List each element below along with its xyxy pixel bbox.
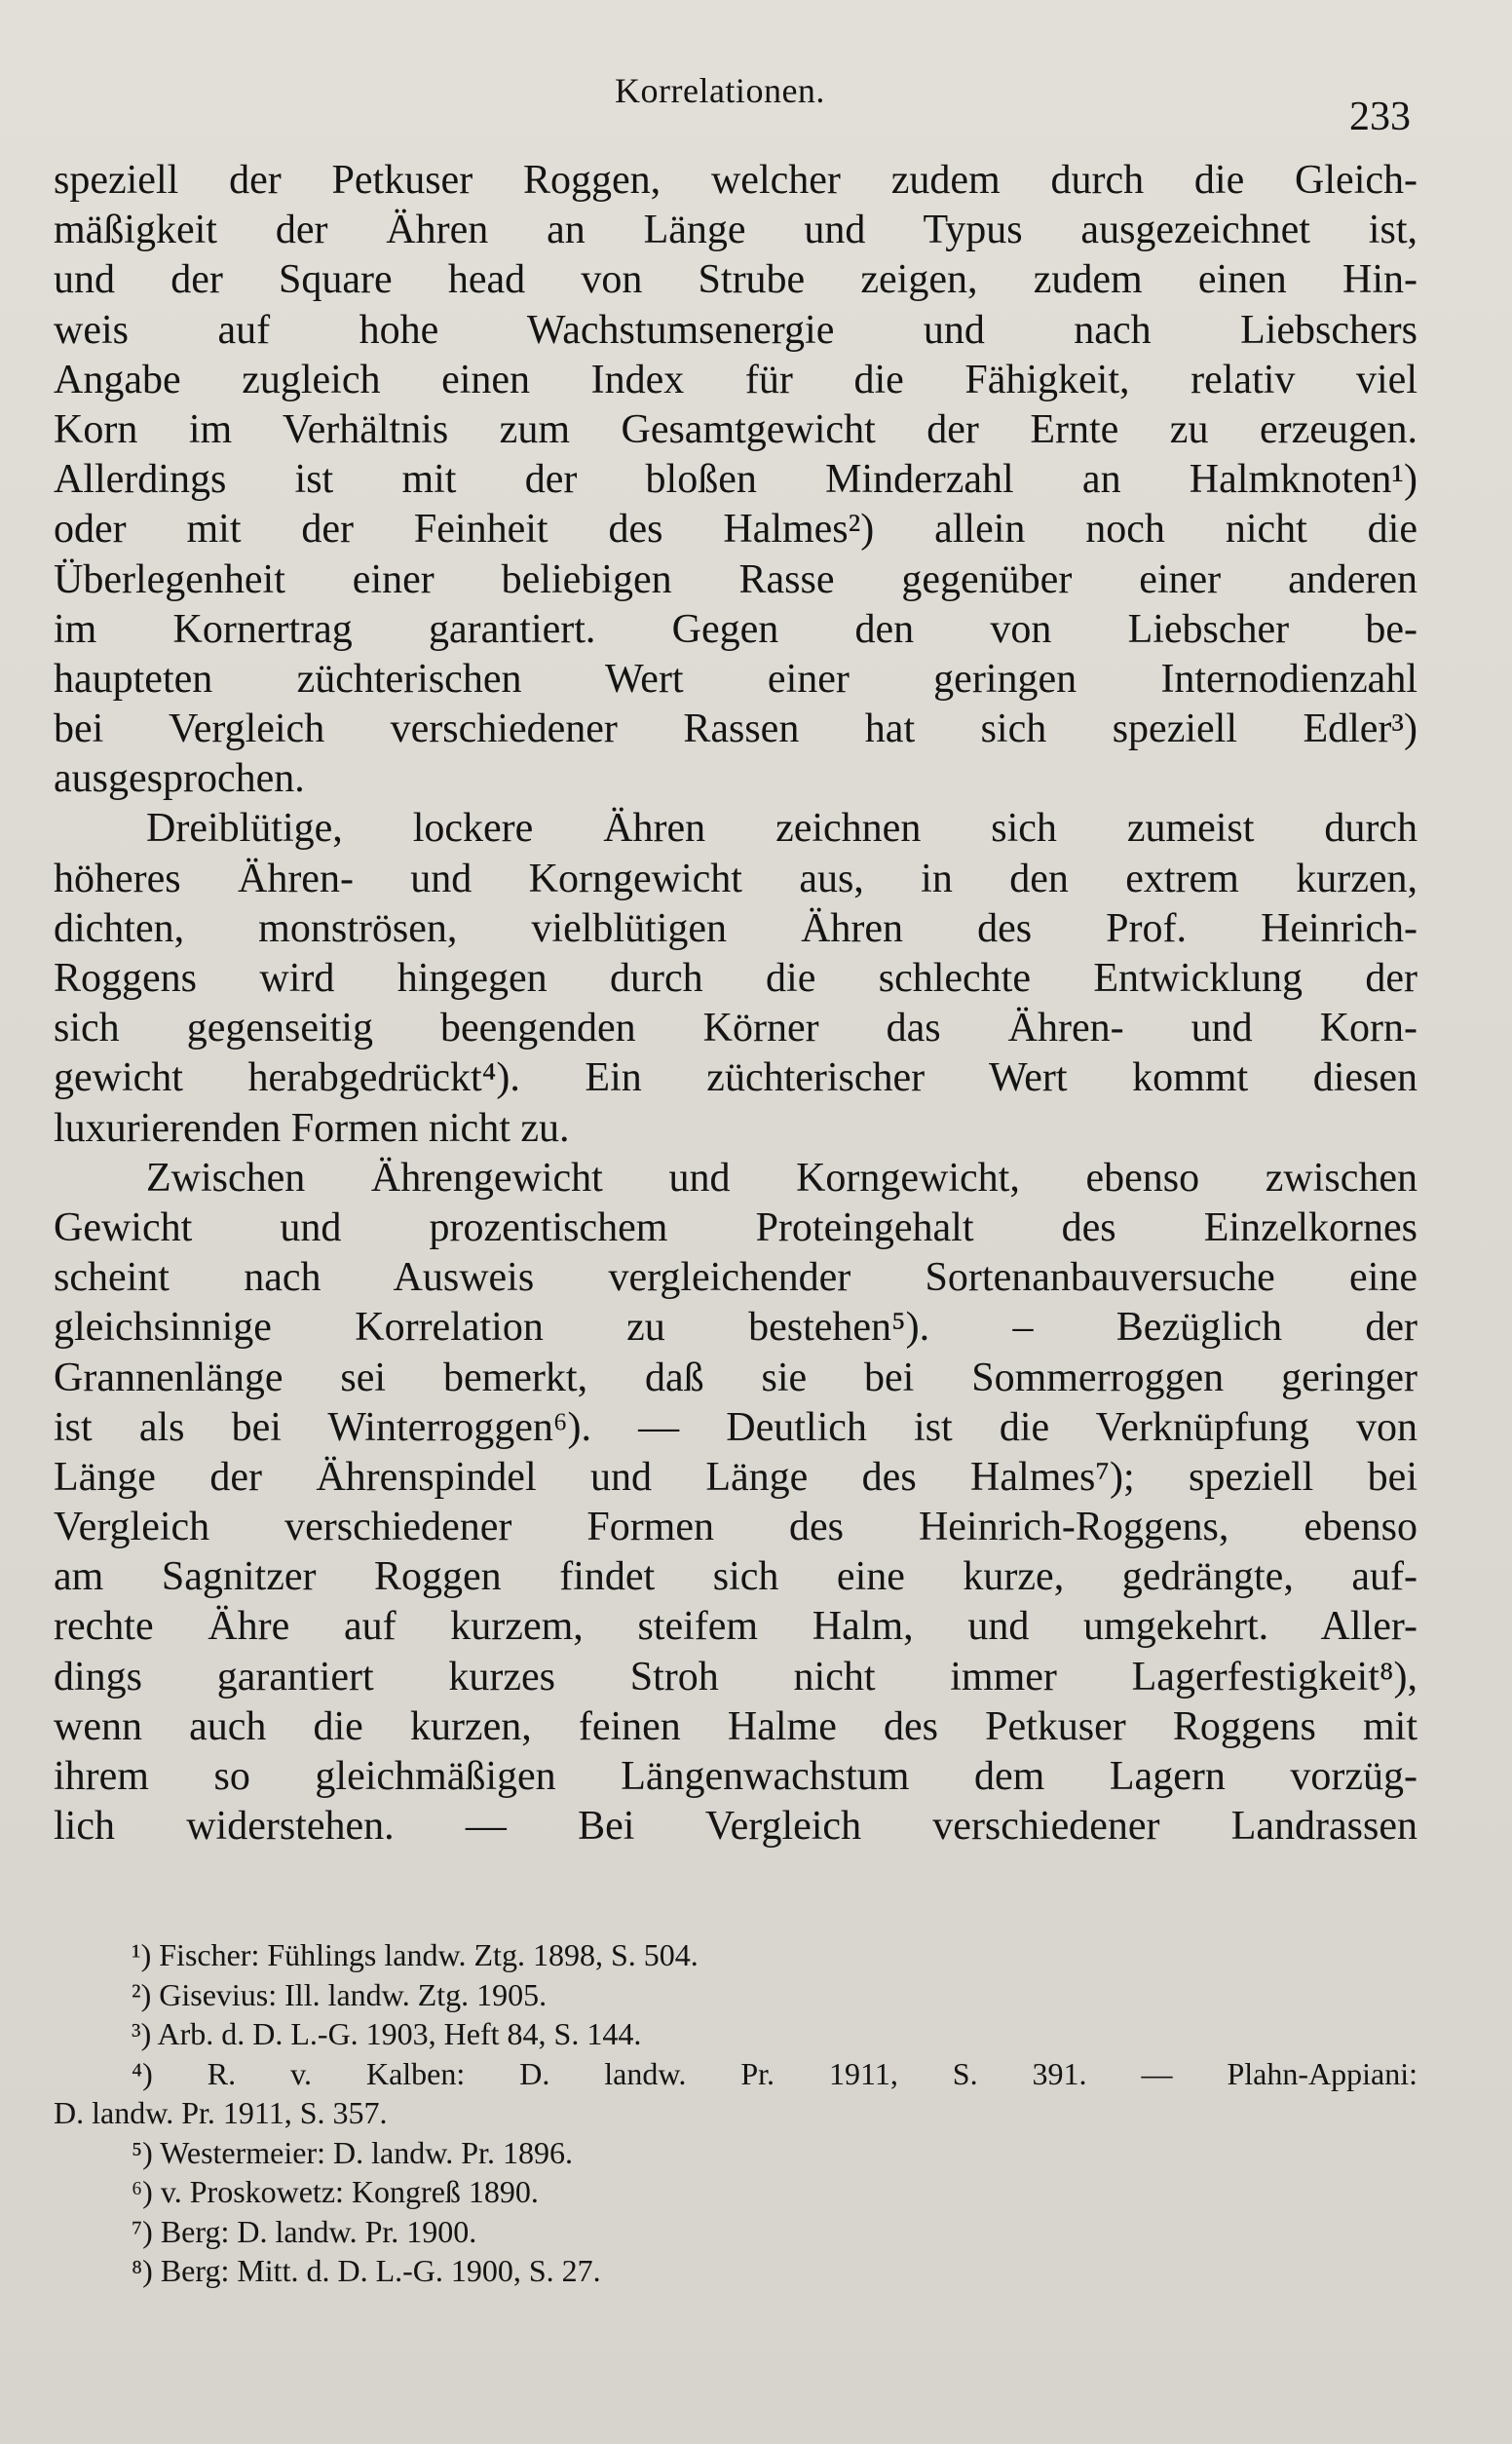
text-line: Korn im Verhältnis zum Gesamtgewicht der Ernte zu erzeugen. — [54, 406, 1418, 452]
text-line: Grannenlänge sei bemerkt, daß sie bei Sommerroggen geringer — [54, 1355, 1418, 1400]
text-line: Überlegenheit einer beliebigen Rasse gegenüber einer anderen — [54, 556, 1418, 602]
text-line: weis auf hohe Wachstumsenergie und nach Liebschers — [54, 307, 1418, 353]
footnote: ⁸) Berg: Mitt. d. D. L.-G. 1900, S. 27. — [132, 2253, 601, 2288]
footnotes — [54, 1935, 1418, 2291]
text-line: Länge der Ährenspindel und Länge des Halmes⁷); speziell bei — [54, 1454, 1418, 1500]
footnote: ⁴) R. v. Kalben: D. landw. Pr. 1911, S. 391. — Plahn-Appiani: — [132, 2055, 1418, 2091]
text-line: am Sagnitzer Roggen findet sich eine kurze, gedrängte, auf- — [54, 1554, 1418, 1600]
text-line: Allerdings ist mit der bloßen Minderzahl an Halmknoten¹) — [54, 457, 1418, 503]
text-line: dings garantiert kurzes Stroh nicht immer Lagerfestigkeit⁸), — [54, 1654, 1418, 1699]
text-line: luxurierenden Formen nicht zu. — [54, 1105, 570, 1151]
text-line: höheres Ähren- und Korngewicht aus, in den extrem kurzen, — [54, 856, 1418, 901]
text-line: mäßigkeit der Ähren an Länge und Typus ausgezeichnet ist, — [54, 208, 1418, 253]
text-line: gleichsinnige Korrelation zu bestehen⁵). – Bezüglich der — [54, 1305, 1418, 1351]
text-line: sich gegenseitig beengenden Körner das Ähren- und Korn- — [54, 1006, 1418, 1051]
text-line: lich widerstehen. — Bei Vergleich verschiedener Landrassen — [54, 1804, 1418, 1850]
footnote: ²) Gisevius: Ill. landw. Ztg. 1905. — [132, 1976, 548, 2012]
footnote: ⁷) Berg: D. landw. Pr. 1900. — [132, 2213, 477, 2249]
text-line: speziell der Petkuser Roggen, welcher zudem durch die Gleich- — [54, 158, 1418, 203]
text-line: und der Square head von Strube zeigen, zudem einen Hin- — [54, 257, 1418, 303]
text-line: haupteten züchterischen Wert einer geringen Internodienzahl — [54, 656, 1418, 702]
text-line: Dreiblütige, lockere Ähren zeichnen sich zumeist durch — [146, 806, 1418, 852]
footnote: ⁶) v. Proskowetz: Kongreß 1890. — [132, 2174, 539, 2209]
text-line: scheint nach Ausweis vergleichender Sortenanbauversuche eine — [54, 1255, 1418, 1301]
running-head: Korrelationen. — [615, 71, 825, 110]
text-line: Roggens wird hingegen durch die schlechte Entwicklung der — [54, 956, 1418, 1001]
page-number: 233 — [1349, 95, 1411, 139]
body-text — [54, 156, 1418, 1852]
text-line: ihrem so gleichmäßigen Längenwachstum dem Lagern vorzüg- — [54, 1754, 1418, 1799]
text-line: Gewicht und prozentischem Proteingehalt des Einzelkornes — [54, 1204, 1418, 1250]
text-line: bei Vergleich verschiedener Rassen hat sich speziell Edler³) — [54, 706, 1418, 752]
text-line: ist als bei Winterroggen⁶). — Deutlich ist die Verknüpfung von — [54, 1404, 1418, 1450]
footnote: D. landw. Pr. 1911, S. 357. — [54, 2095, 388, 2130]
footnote: ⁵) Westermeier: D. landw. Pr. 1896. — [132, 2134, 573, 2170]
text-line: Vergleich verschiedener Formen des Heinrich-Roggens, ebenso — [54, 1505, 1418, 1550]
footnote: ¹) Fischer: Fühlings landw. Ztg. 1898, S. 504. — [132, 1937, 699, 1972]
text-line: ausgesprochen. — [54, 756, 305, 802]
text-line: gewicht herabgedrückt⁴). Ein züchterischer Wert kommt diesen — [54, 1055, 1418, 1101]
text-line: Zwischen Ährengewicht und Korngewicht, ebenso zwischen — [146, 1155, 1418, 1201]
text-line: dichten, monströsen, vielblütigen Ähren des Prof. Heinrich- — [54, 905, 1418, 951]
footnote: ³) Arb. d. D. L.-G. 1903, Heft 84, S. 144. — [132, 2016, 642, 2051]
footnote-divider — [54, 1908, 130, 1909]
text-line: wenn auch die kurzen, feinen Halme des Petkuser Roggens mit — [54, 1703, 1418, 1749]
text-line: Angabe zugleich einen Index für die Fähigkeit, relativ viel — [54, 357, 1418, 402]
text-line: im Kornertrag garantiert. Gegen den von Liebscher be- — [54, 606, 1418, 652]
text-line: oder mit der Feinheit des Halmes²) allein noch nicht die — [54, 507, 1418, 553]
text-line: rechte Ähre auf kurzem, steifem Halm, und umgekehrt. Aller- — [54, 1604, 1418, 1650]
